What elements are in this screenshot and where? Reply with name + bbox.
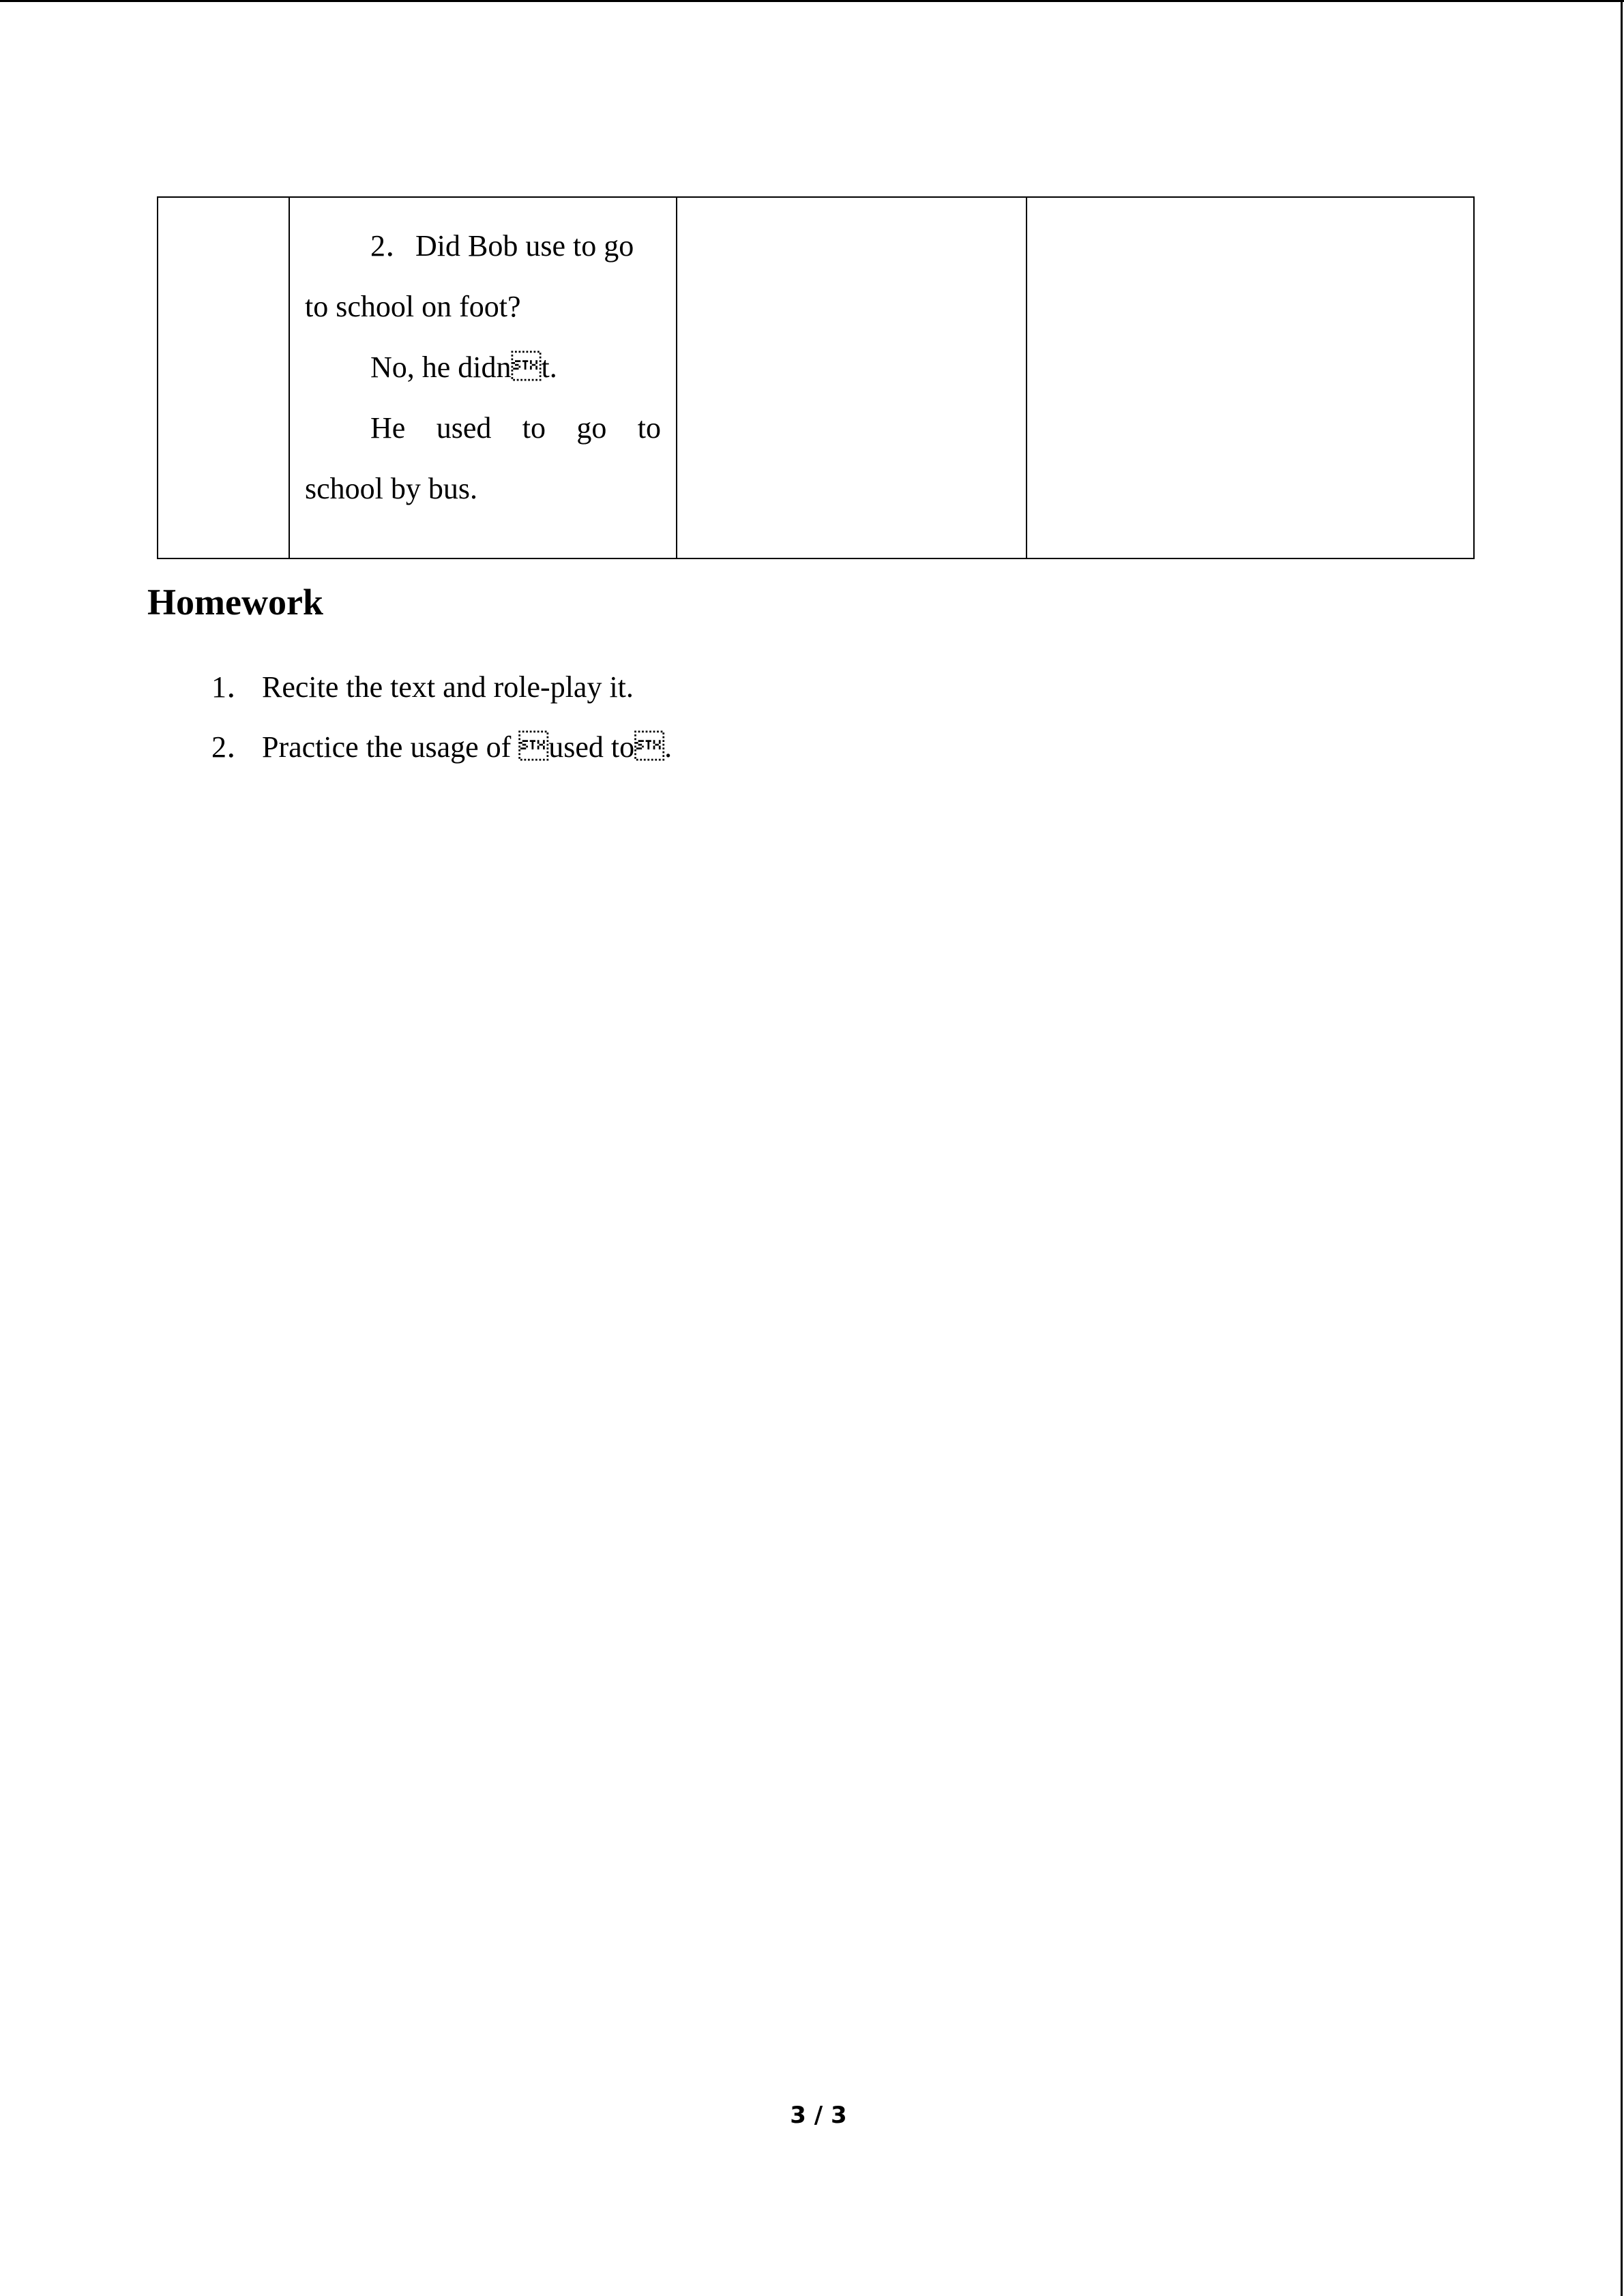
list-item-text: Recite the text and role-play it. — [262, 670, 634, 704]
homework-list — [211, 657, 672, 777]
list-item — [211, 657, 672, 717]
homework-heading: Homework — [147, 582, 323, 623]
page-border-top — [0, 0, 1624, 2]
explanation-line-2: school by bus. — [305, 472, 477, 505]
list-item-text: Practice the usage of used to. — [262, 730, 673, 764]
table-cell-step — [158, 197, 289, 558]
table-cell-purpose — [1027, 197, 1474, 558]
table-cell-activity — [677, 197, 1027, 558]
table-cell-content — [289, 197, 677, 558]
list-item — [211, 717, 672, 777]
lesson-table — [157, 196, 1475, 559]
question-line-1: 2．Did Bob use to go — [370, 229, 634, 263]
list-item-number: 1． — [211, 670, 256, 704]
list-item-number: 2． — [211, 730, 256, 764]
page-border-right — [1621, 0, 1623, 2296]
table-row — [158, 197, 1474, 558]
page-number: 3 / 3 — [790, 2102, 847, 2129]
explanation-line-1: He used to go to — [370, 411, 661, 445]
question-line-2: to school on foot? — [305, 290, 521, 323]
answer-line: No, he didnt. — [370, 351, 557, 384]
